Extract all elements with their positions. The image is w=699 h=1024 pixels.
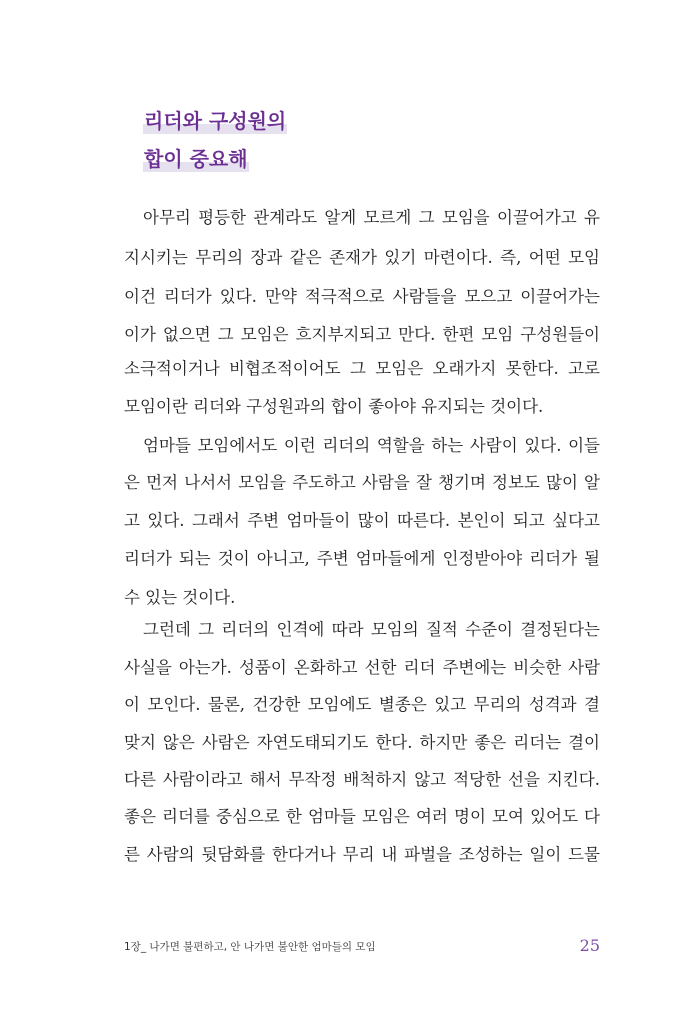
text-line: 이가 없으면 그 모임은 흐지부지되고 만다. 한편 모임 구성원들이	[124, 325, 600, 344]
section-heading-line-2: 합이 중요해	[144, 147, 248, 171]
text-line: 이건 리더가 있다. 만약 적극적으로 사람들을 모으고 이끌어가는	[124, 287, 600, 306]
chapter-footer: 1장_ 나가면 불편하고, 안 나가면 불안한 엄마들의 모임	[124, 941, 376, 953]
text-line: 른 사람의 뒷담화를 한다거나 무리 내 파벌을 조성하는 일이 드물	[124, 845, 600, 864]
section-heading-line-1: 리더와 구성원의	[144, 109, 287, 133]
text-line: 이 모인다. 물론, 건강한 모임에도 별종은 있고 무리의 성격과 결	[124, 695, 600, 714]
page-number: 25	[579, 936, 600, 955]
text-line: 그런데 그 리더의 인격에 따라 모임의 질적 수준이 결정된다는	[143, 620, 600, 639]
text-line: 고 있다. 그래서 주변 엄마들이 많이 따른다. 본인이 되고 싶다고	[124, 511, 600, 530]
text-line: 엄마들 모임에서도 이런 리더의 역할을 하는 사람이 있다. 이들	[143, 436, 600, 455]
text-line: 좋은 리더를 중심으로 한 엄마들 모임은 여러 명이 모여 있어도 다	[124, 807, 600, 826]
text-line: 사실을 아는가. 성품이 온화하고 선한 리더 주변에는 비슷한 사람	[124, 658, 600, 677]
text-line: 다른 사람이라고 해서 무작정 배척하지 않고 적당한 선을 지킨다.	[124, 770, 600, 789]
text-line: 수 있는 것이다.	[124, 588, 236, 607]
text-line: 리더가 되는 것이 아니고, 주변 엄마들에게 인정받아야 리더가 될	[124, 549, 600, 568]
text-line: 모임이란 리더와 구성원과의 합이 좋아야 유지되는 것이다.	[124, 397, 544, 416]
text-line: 지시키는 무리의 장과 같은 존재가 있기 마련이다. 즉, 어떤 모임	[124, 248, 600, 267]
text-line: 소극적이거나 비협조적이어도 그 모임은 오래가지 못한다. 고로	[124, 359, 600, 378]
text-line: 아무리 평등한 관계라도 알게 모르게 그 모임을 이끌어가고 유	[143, 208, 600, 227]
text-line: 맞지 않은 사람은 자연도태되기도 한다. 하지만 좋은 리더는 결이	[124, 733, 600, 752]
text-line: 은 먼저 나서서 모임을 주도하고 사람을 잘 챙기며 정보도 많이 알	[124, 473, 600, 492]
